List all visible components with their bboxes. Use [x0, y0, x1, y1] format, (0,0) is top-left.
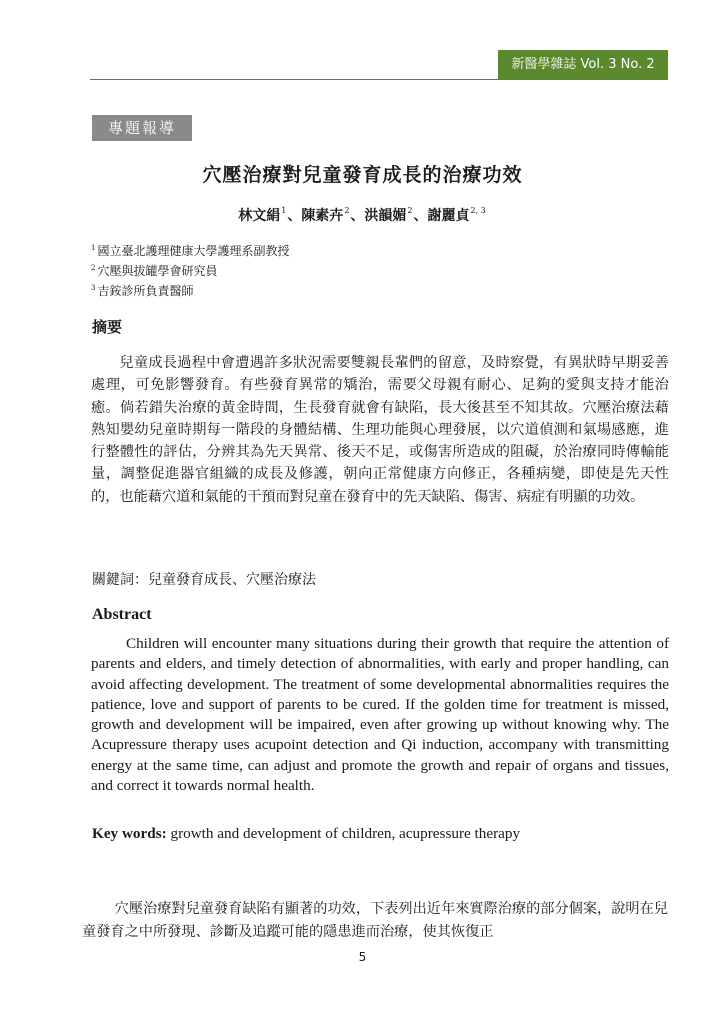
section-label: 專題報導 — [92, 115, 192, 141]
affiliation-item — [91, 240, 289, 260]
keywords-zh: 關鍵詞：兒童發育成長、穴壓治療法 — [92, 572, 316, 588]
affiliation-text: 國立臺北護理健康大學護理系副教授 — [97, 244, 290, 258]
author-separator: 、 — [287, 208, 302, 224]
author-name: 謝麗貞 — [427, 208, 470, 224]
keywords-en — [92, 825, 520, 843]
abstract-zh-body: 兒童成長過程中會遭遇許多狀況需要雙親長輩們的留意，及時察覺，有異狀時早期妥善處理，可免影響發育。有些發育異常的矯治，需要父母親有耐心、足夠的愛與支持才能治癒。倘若錯失治療的黃金時間，生長發育就會有缺陷，長大後甚至不知其故。穴壓治療法藉熟知嬰幼兒童時期每一階段的身體結構、生理功能與心理發展，以穴道偵測和氣場感應，進行整體性的評估，分辨其為先天異常、後天不足，或傷害所造成的阻礙，於治療同時傳輸能量，調整促進器官組織的成長及修護，朝向正常健康方向修正，各種病變，即使是先天性的，也能藉穴道和氣能的干預而對兒童在發育中的先天缺陷、傷害、病症有明顯的功效。 — [91, 355, 669, 505]
author-sup: 1 — [281, 206, 287, 215]
affiliation-number: 1 — [91, 244, 96, 252]
page-number: 5 — [358, 950, 367, 964]
keywords-en-text: growth and development of children, acupressure therapy — [166, 825, 521, 842]
affiliation-item — [91, 280, 289, 300]
author-sup: 2 — [344, 206, 350, 215]
affiliation-text: 吉銨診所負責醫師 — [97, 284, 194, 298]
affiliation-item — [91, 260, 289, 280]
affiliation-text: 穴壓與拔罐學會研究員 — [97, 264, 218, 278]
abstract-zh-heading: 摘要 — [92, 318, 123, 336]
author-name: 林文絹 — [238, 208, 281, 224]
body-paragraph: 穴壓治療對兒童發育缺陷有顯著的功效，下表列出近年來實際治療的部分個案，說明在兒童發育之中所發現、診斷及追蹤可能的隱患進而治療，使其恢復正 — [82, 901, 668, 940]
author-separator: 、 — [350, 208, 365, 224]
author-sup: 2, 3 — [470, 206, 486, 215]
author-sup: 2 — [407, 206, 413, 215]
affiliation-number: 2 — [91, 264, 96, 272]
affiliation-number: 3 — [91, 284, 96, 292]
author-separator: 、 — [413, 208, 428, 224]
abstract-en-heading: Abstract — [92, 606, 152, 623]
journal-badge: 新醫學雜誌 Vol. 3 No. 2 — [498, 50, 668, 80]
abstract-en-body: Children will encounter many situations during their growth that require the attention of parents and elders, and timely detection of abnormalities, with early and proper handling, can avoid affecting development. The treatment of some developmental abnormalities requires the patience, love and support of parents to be cured. If the golden time for treatment is missed, growth and development will be impaired, even after growing up without knowing why. The Acupressure therapy uses acupoint detection and Qi induction, accompany with transmitting energy at the same time, can adjust and promote the growth and repair of organs and tissues, and correct it towards normal health. — [91, 635, 669, 795]
affiliations — [91, 240, 289, 300]
article-title: 穴壓治療對兒童發育成長的治療功效 — [202, 164, 523, 186]
author-name: 洪韻媚 — [364, 208, 407, 224]
author-name: 陳素卉 — [301, 208, 344, 224]
author-list — [0, 205, 725, 225]
keywords-en-label: Key words: — [92, 825, 167, 842]
